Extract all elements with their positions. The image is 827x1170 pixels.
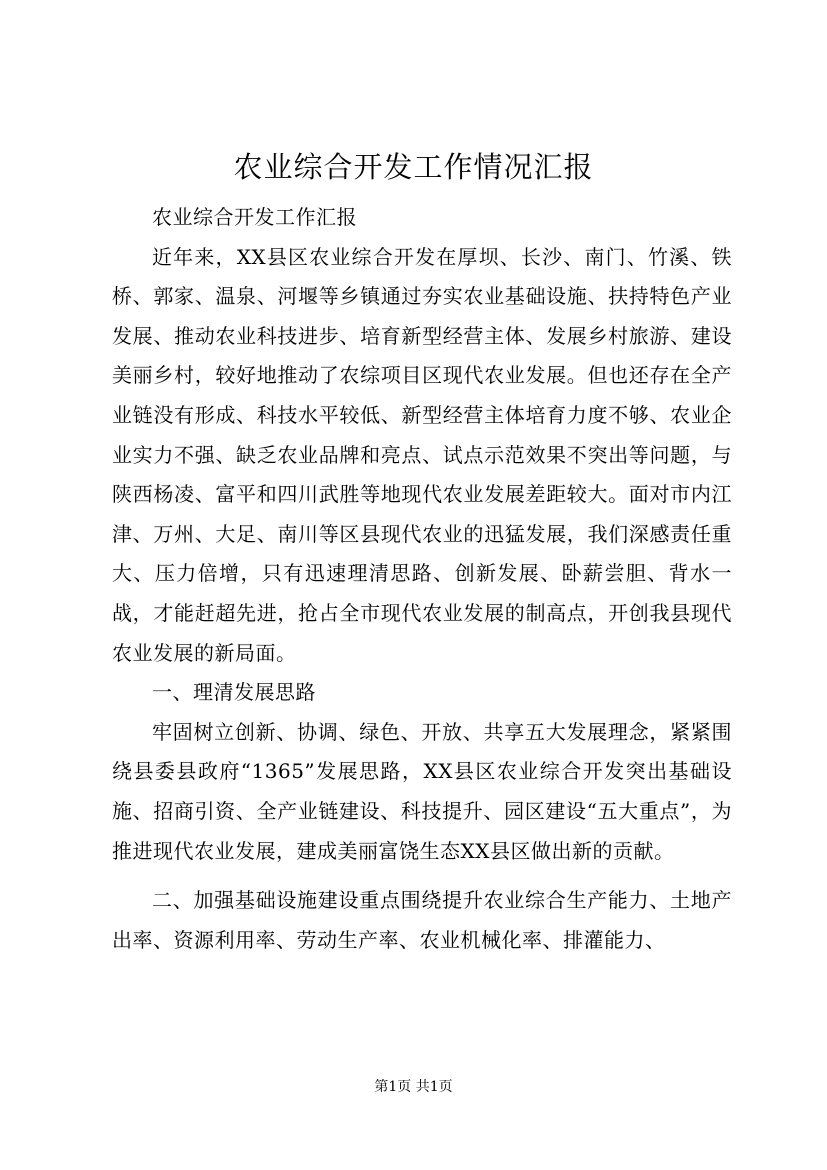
section-2-paragraph: 二、加强基础设施建设重点围绕提升农业综合生产能力、土地产出率、资源利用率、劳动生产率、农业机械化率、排灌能力、	[112, 888, 732, 952]
section-1-paragraph: 牢固树立创新、协调、绿色、开放、共享五大发展理念，紧紧围绕县委县政府“1365”发展思路，XX县区农业综合开发突出基础设施、招商引资、全产业链建设、科技提升、园区建设“五大重点”，为推进现代农业发展，建成美丽富饶生态XX县区做出新的贡献。	[112, 719, 732, 863]
document-body	[112, 198, 732, 960]
page-footer: 第1页 共1页	[374, 1079, 453, 1095]
section-heading-1: 一、理清发展思路	[152, 680, 316, 705]
subtitle-paragraph: 农业综合开发工作汇报	[152, 205, 357, 229]
intro-paragraph: 近年来，XX县区农业综合开发在厚坝、长沙、南门、竹溪、铁桥、郭家、温泉、河堰等乡镇通过夯实农业基础设施、扶持特色产业发展、推动农业科技进步、培育新型经营主体、发展乡村旅游、建设美丽乡村，较好地推动了农综项目区现代农业发展。但也还存在全产业链没有形成、科技水平较低、新型经营主体培育力度不够、农业企业实力不强、缺乏农业品牌和亮点、试点示范效果不突出等问题，与陕西杨凌、富平和四川武胜等地现代农业发展差距较大。面对市内江津、万州、大足、南川等区县现代农业的迅猛发展，我们深感责任重大、压力倍增，只有迅速理清思路、创新发展、卧薪尝胆、背水一战，才能赶超先进，抢占全市现代农业发展的制高点，开创我县现代农业发展的新局面。	[112, 244, 732, 665]
document-title: 农业综合开发工作情况汇报	[233, 150, 594, 184]
